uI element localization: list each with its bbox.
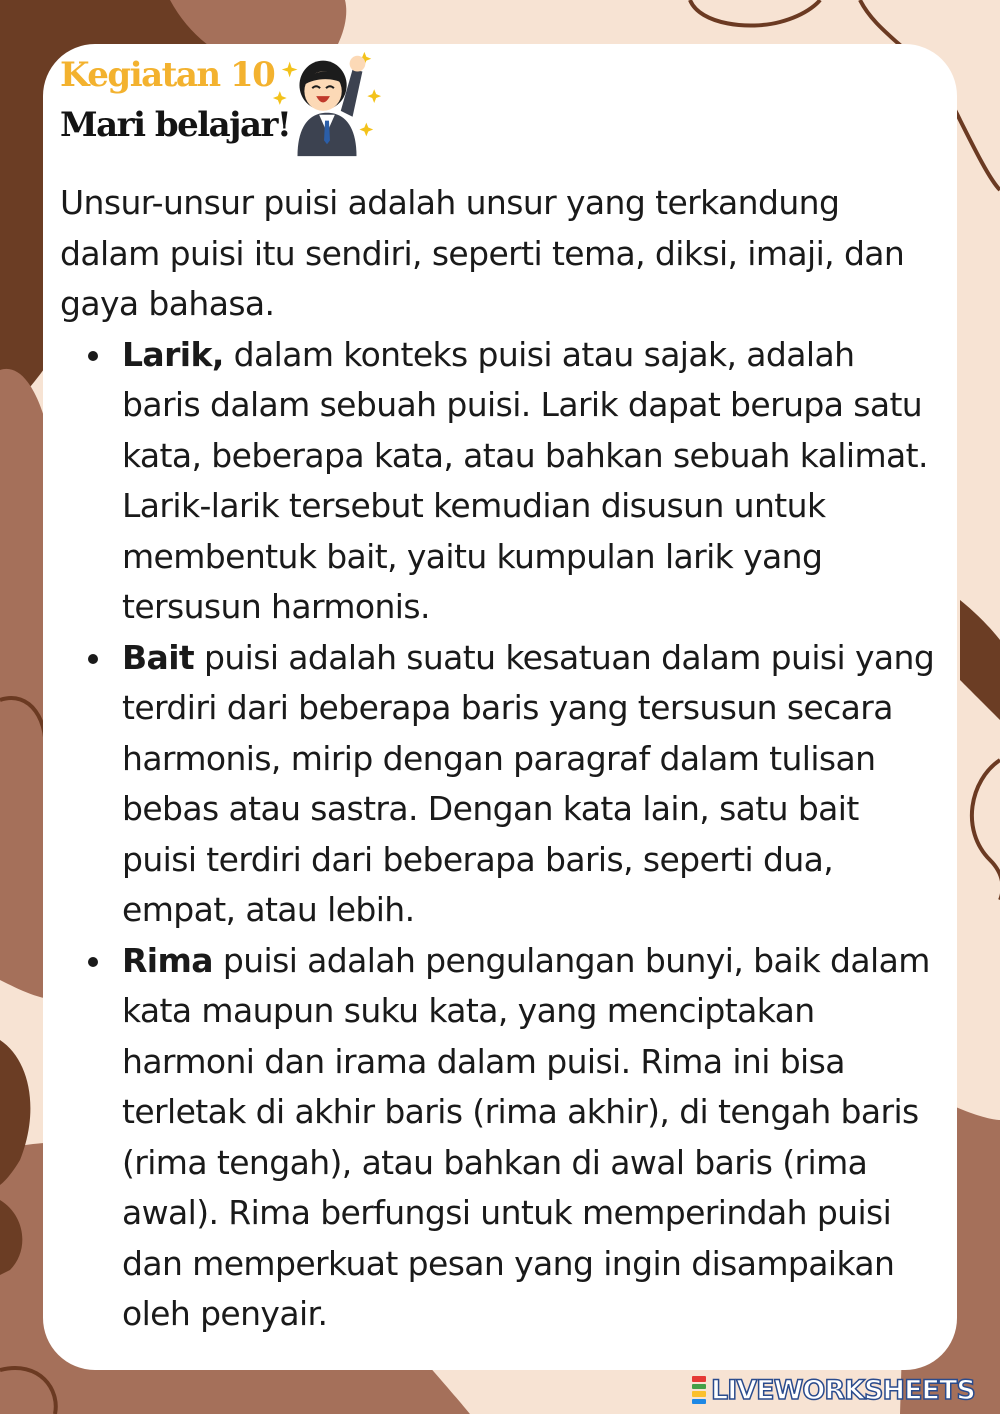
list-item-larik: [60, 330, 940, 633]
definition-larik: dalam konteks puisi atau sajak, adalah baris dalam sebuah puisi. Larik dapat berupa satu kata, beberapa kata, atau bahkan sebuah kalimat. Larik-larik tersebut kemudian disusun untuk membentuk bait, yaitu kumpulan larik yang tersusun harmonis.: [122, 334, 928, 626]
sparkle-star-icon: [359, 123, 373, 137]
bullet-icon: [88, 351, 98, 361]
mark-bar: [692, 1384, 706, 1390]
background-right-curl-line: [972, 760, 1000, 900]
background-right-dark-shape: [960, 600, 1000, 720]
mark-bar: [692, 1399, 706, 1405]
mark-bar: [692, 1376, 706, 1382]
main-text: [60, 178, 940, 1340]
liveworksheets-logo[interactable]: [692, 1374, 975, 1406]
bullet-icon: [88, 957, 98, 967]
list-item-bait: [60, 633, 940, 936]
term-rima: Rima: [122, 940, 213, 980]
bullet-icon: [88, 654, 98, 664]
list-item-rima: [60, 936, 940, 1340]
raised-fist: [350, 56, 366, 72]
cheering-businessperson-icon: [268, 42, 386, 160]
term-larik: Larik,: [122, 334, 224, 374]
tie: [324, 121, 330, 145]
element-list: [60, 330, 940, 1340]
sparkle-star-icon: [282, 62, 298, 78]
sparkle-star-icon: [273, 91, 287, 105]
intro-paragraph: Unsur-unsur puisi adalah unsur yang terkandung dalam puisi itu sendiri, seperti tema, diksi, imaji, dan gaya bahasa.: [60, 183, 905, 323]
mark-bar: [692, 1391, 706, 1397]
definition-bait: puisi adalah suatu kesatuan dalam puisi yang terdiri dari beberapa baris yang tersusun secara harmonis, mirip dengan paragraf dalam tulisan bebas atau sastra. Dengan kata lain, satu bait puisi terdiri dari beberapa baris, seperti dua, empat, atau lebih.: [122, 637, 935, 929]
liveworksheets-wordmark: LIVEWORKSHEETS: [711, 1374, 975, 1406]
definition-rima: puisi adalah pengulangan bunyi, baik dalam kata maupun suku kata, yang menciptakan harmoni dan irama dalam puisi. Rima ini bisa terletak di akhir baris (rima akhir), di tengah baris (rima tengah), atau bahkan di awal baris (rima awal). Rima berfungsi untuk memperindah puisi dan memperkuat pesan yang ingin disampaikan oleh penyair.: [122, 940, 930, 1333]
term-bait: Bait: [122, 637, 195, 677]
activity-number: Kegiatan 10: [60, 55, 275, 95]
activity-subtitle: Mari belajar!: [60, 105, 291, 145]
activity-heading: [60, 54, 290, 146]
liveworksheets-mark-icon: [692, 1376, 706, 1404]
sparkle-star-icon: [367, 89, 381, 103]
